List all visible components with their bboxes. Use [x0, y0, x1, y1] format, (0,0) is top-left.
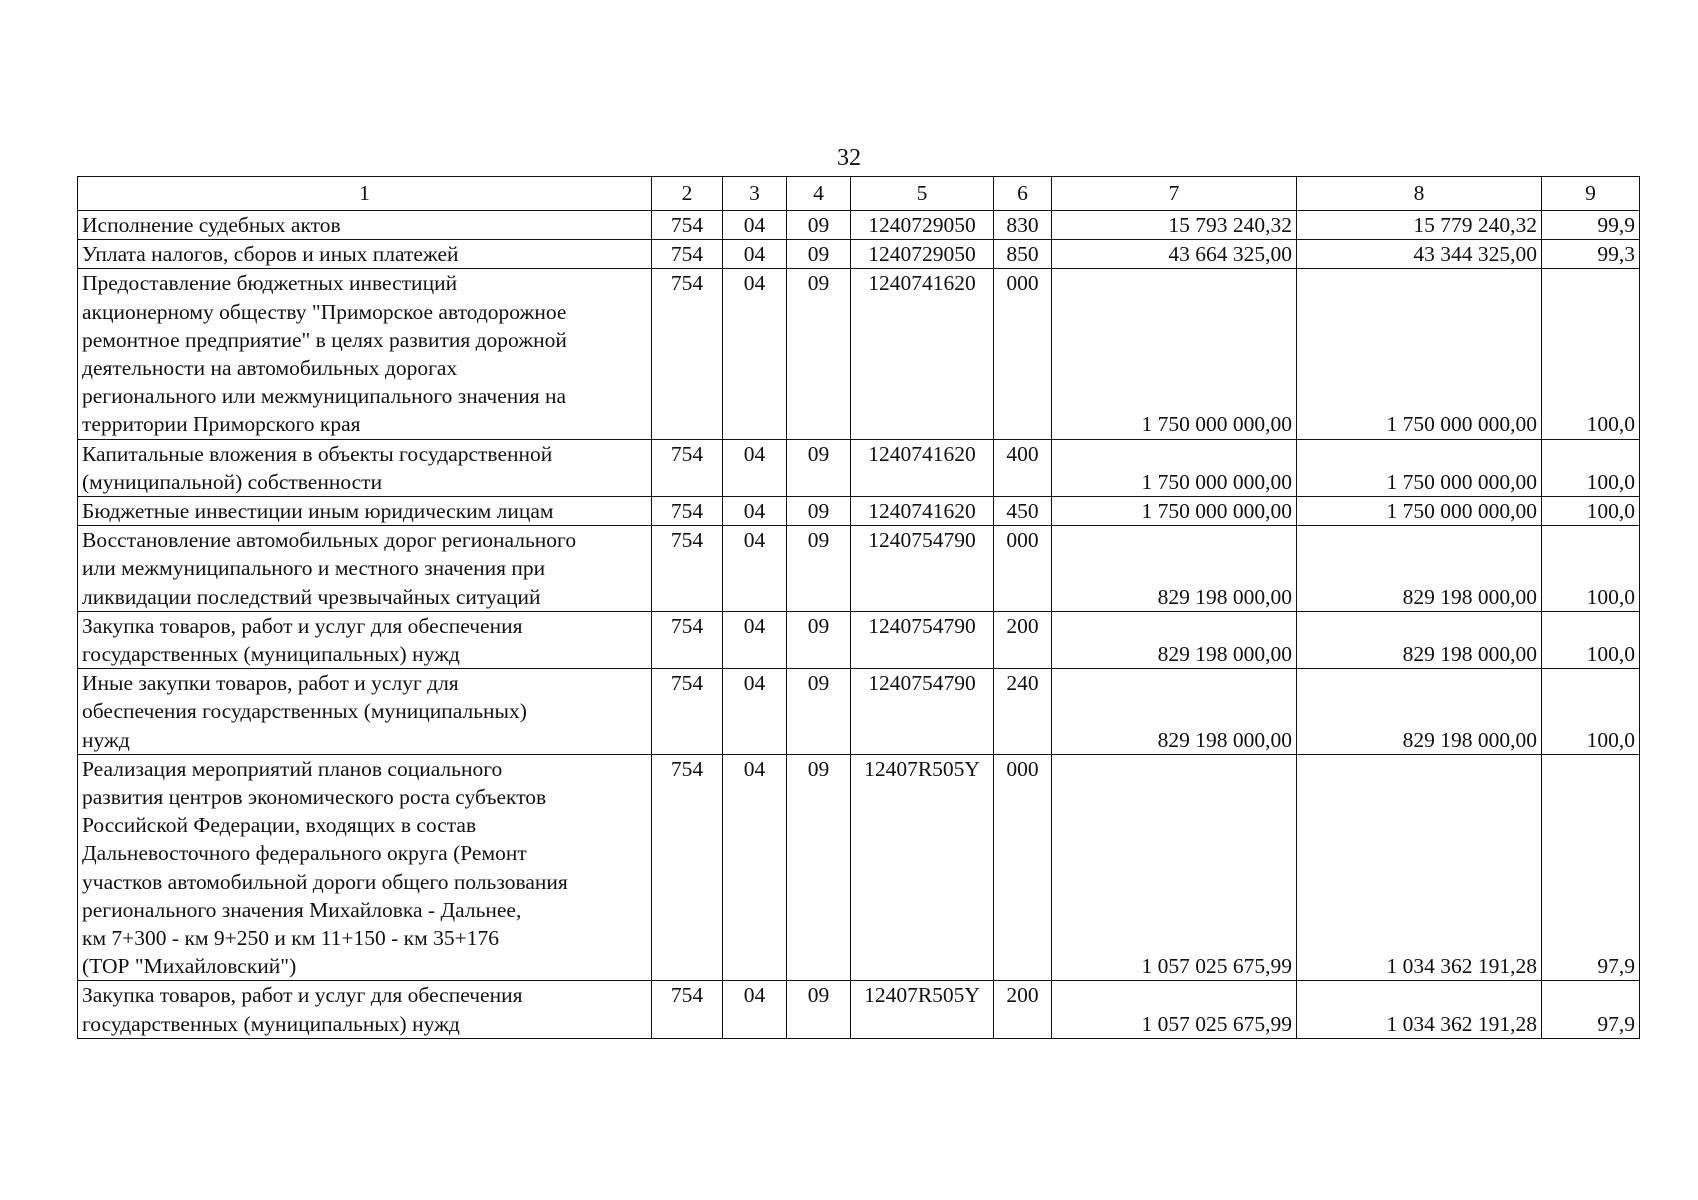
row-name-line: регионального или межмуниципального значения на [82, 384, 567, 409]
row-name-line: Российской Федерации, входящих в состав [82, 813, 477, 838]
executed-amount: 1 750 000 000,00 [1297, 439, 1542, 496]
execution-percent: 97,9 [1542, 754, 1640, 981]
row-name-line: Закупка товаров, работ и услуг для обеспечения [82, 983, 523, 1008]
target-article-code: 12407R505Y [851, 754, 994, 981]
section-code: 04 [723, 269, 787, 439]
target-article-code: 1240741620 [851, 497, 994, 526]
chapter-code: 754 [652, 439, 723, 496]
subsection-code: 09 [787, 497, 851, 526]
subsection-code: 09 [787, 240, 851, 269]
planned-amount: 1 057 025 675,99 [1052, 754, 1297, 981]
row-name-line: (муниципальной) собственности [82, 469, 383, 494]
row-name-line: Дальневосточного федерального округа (Ремонт [82, 841, 527, 866]
table-row [78, 439, 1640, 496]
subsection-code: 09 [787, 439, 851, 496]
chapter-code: 754 [652, 669, 723, 755]
chapter-code: 754 [652, 211, 723, 240]
column-header-7: 7 [1052, 177, 1297, 211]
executed-amount: 829 198 000,00 [1297, 526, 1542, 612]
row-name-line: км 7+300 - км 9+250 и км 11+150 - км 35+176 [82, 926, 499, 951]
chapter-code: 754 [652, 497, 723, 526]
executed-amount: 43 344 325,00 [1297, 240, 1542, 269]
subsection-code: 09 [787, 611, 851, 668]
planned-amount: 15 793 240,32 [1052, 211, 1297, 240]
executed-amount: 15 779 240,32 [1297, 211, 1542, 240]
execution-percent: 100,0 [1542, 526, 1640, 612]
column-header-3: 3 [723, 177, 787, 211]
row-name-line: Реализация мероприятий планов социального [82, 756, 503, 781]
header-row [78, 177, 1640, 211]
chapter-code: 754 [652, 981, 723, 1038]
execution-percent: 100,0 [1542, 439, 1640, 496]
row-name [78, 497, 652, 526]
section-code: 04 [723, 611, 787, 668]
row-name-line: государственных (муниципальных) нужд [82, 1011, 460, 1036]
row-name-line: территории Приморского края [82, 412, 361, 437]
row-name-line: ликвидации последствий чрезвычайных ситуаций [82, 584, 541, 609]
chapter-code: 754 [652, 269, 723, 439]
execution-percent: 100,0 [1542, 497, 1640, 526]
row-name [78, 526, 652, 612]
expense-type-code: 000 [994, 269, 1052, 439]
section-code: 04 [723, 526, 787, 612]
executed-amount: 1 034 362 191,28 [1297, 754, 1542, 981]
execution-percent: 100,0 [1542, 669, 1640, 755]
subsection-code: 09 [787, 669, 851, 755]
section-code: 04 [723, 211, 787, 240]
chapter-code: 754 [652, 240, 723, 269]
section-code: 04 [723, 981, 787, 1038]
row-name-line: развития центров экономического роста субъектов [82, 785, 547, 810]
column-header-5: 5 [851, 177, 994, 211]
column-header-4: 4 [787, 177, 851, 211]
executed-amount: 1 034 362 191,28 [1297, 981, 1542, 1038]
column-header-9: 9 [1542, 177, 1640, 211]
executed-amount: 1 750 000 000,00 [1297, 269, 1542, 439]
row-name-line: акционерному обществу "Приморское автодорожное [82, 299, 567, 324]
subsection-code: 09 [787, 981, 851, 1038]
target-article-code: 12407R505Y [851, 981, 994, 1038]
subsection-code: 09 [787, 526, 851, 612]
section-code: 04 [723, 669, 787, 755]
table-row [78, 497, 1640, 526]
target-article-code: 1240741620 [851, 439, 994, 496]
row-name [78, 754, 652, 981]
row-name-line: Исполнение судебных актов [82, 213, 341, 237]
row-name-line: (ТОР "Михайловский") [82, 954, 297, 979]
row-name-line: Предоставление бюджетных инвестиций [82, 271, 458, 296]
execution-percent: 100,0 [1542, 269, 1640, 439]
row-name-line: Бюджетные инвестиции иным юридическим лицам [82, 499, 554, 524]
section-code: 04 [723, 497, 787, 526]
expense-type-code: 240 [994, 669, 1052, 755]
row-name-line: Закупка товаров, работ и услуг для обеспечения [82, 613, 523, 638]
expense-type-code: 200 [994, 611, 1052, 668]
target-article-code: 1240754790 [851, 611, 994, 668]
subsection-code: 09 [787, 211, 851, 240]
executed-amount: 829 198 000,00 [1297, 611, 1542, 668]
row-name-line: деятельности на автомобильных дорогах [82, 356, 458, 381]
planned-amount: 43 664 325,00 [1052, 240, 1297, 269]
row-name [78, 439, 652, 496]
column-header-1: 1 [78, 177, 652, 211]
row-name-line: или межмуниципального и местного значения при [82, 556, 546, 581]
row-name-line: Капитальные вложения в объекты государственной [82, 441, 553, 466]
section-code: 04 [723, 240, 787, 269]
row-name [78, 240, 652, 269]
table-row [78, 211, 1640, 240]
planned-amount: 1 750 000 000,00 [1052, 439, 1297, 496]
expense-type-code: 830 [994, 211, 1052, 240]
expense-type-code: 850 [994, 240, 1052, 269]
chapter-code: 754 [652, 526, 723, 612]
subsection-code: 09 [787, 754, 851, 981]
planned-amount: 1 750 000 000,00 [1052, 497, 1297, 526]
row-name-line: Восстановление автомобильных дорог регионального [82, 528, 577, 553]
table-row [78, 240, 1640, 269]
row-name [78, 269, 652, 439]
row-name-line: обеспечения государственных (муниципальных) [82, 699, 527, 724]
column-header-6: 6 [994, 177, 1052, 211]
planned-amount: 829 198 000,00 [1052, 611, 1297, 668]
budget-table [77, 176, 1640, 1039]
subsection-code: 09 [787, 269, 851, 439]
expense-type-code: 000 [994, 754, 1052, 981]
expense-type-code: 450 [994, 497, 1052, 526]
target-article-code: 1240741620 [851, 269, 994, 439]
table-row [78, 526, 1640, 612]
executed-amount: 829 198 000,00 [1297, 669, 1542, 755]
execution-percent: 100,0 [1542, 611, 1640, 668]
column-header-2: 2 [652, 177, 723, 211]
row-name [78, 981, 652, 1038]
table-row [78, 611, 1640, 668]
expense-type-code: 000 [994, 526, 1052, 612]
column-header-8: 8 [1297, 177, 1542, 211]
row-name-line: Иные закупки товаров, работ и услуг для [82, 671, 459, 696]
planned-amount: 829 198 000,00 [1052, 669, 1297, 755]
table-body [78, 211, 1640, 1039]
row-name-line: регионального значения Михайловка - Дальнее, [82, 897, 522, 922]
table-row [78, 981, 1640, 1038]
row-name-line: участков автомобильной дороги общего пользования [82, 869, 568, 894]
execution-percent: 97,9 [1542, 981, 1640, 1038]
executed-amount: 1 750 000 000,00 [1297, 497, 1542, 526]
execution-percent: 99,9 [1542, 211, 1640, 240]
execution-percent: 99,3 [1542, 240, 1640, 269]
target-article-code: 1240729050 [851, 211, 994, 240]
row-name-line: государственных (муниципальных) нужд [82, 642, 460, 667]
row-name [78, 211, 652, 240]
row-name-line: ремонтное предприятие" в целях развития дорожной [82, 327, 567, 352]
expense-type-code: 400 [994, 439, 1052, 496]
expense-type-code: 200 [994, 981, 1052, 1038]
page-number: 32 [837, 145, 861, 171]
row-name-line: Уплата налогов, сборов и иных платежей [82, 242, 459, 267]
planned-amount: 1 750 000 000,00 [1052, 269, 1297, 439]
section-code: 04 [723, 754, 787, 981]
section-code: 04 [723, 439, 787, 496]
target-article-code: 1240754790 [851, 669, 994, 755]
row-name [78, 611, 652, 668]
table-row [78, 754, 1640, 981]
planned-amount: 1 057 025 675,99 [1052, 981, 1297, 1038]
table-row [78, 269, 1640, 439]
planned-amount: 829 198 000,00 [1052, 526, 1297, 612]
target-article-code: 1240754790 [851, 526, 994, 612]
table-row [78, 669, 1640, 755]
target-article-code: 1240729050 [851, 240, 994, 269]
chapter-code: 754 [652, 611, 723, 668]
row-name [78, 669, 652, 755]
chapter-code: 754 [652, 754, 723, 981]
row-name-line: нужд [82, 727, 130, 752]
